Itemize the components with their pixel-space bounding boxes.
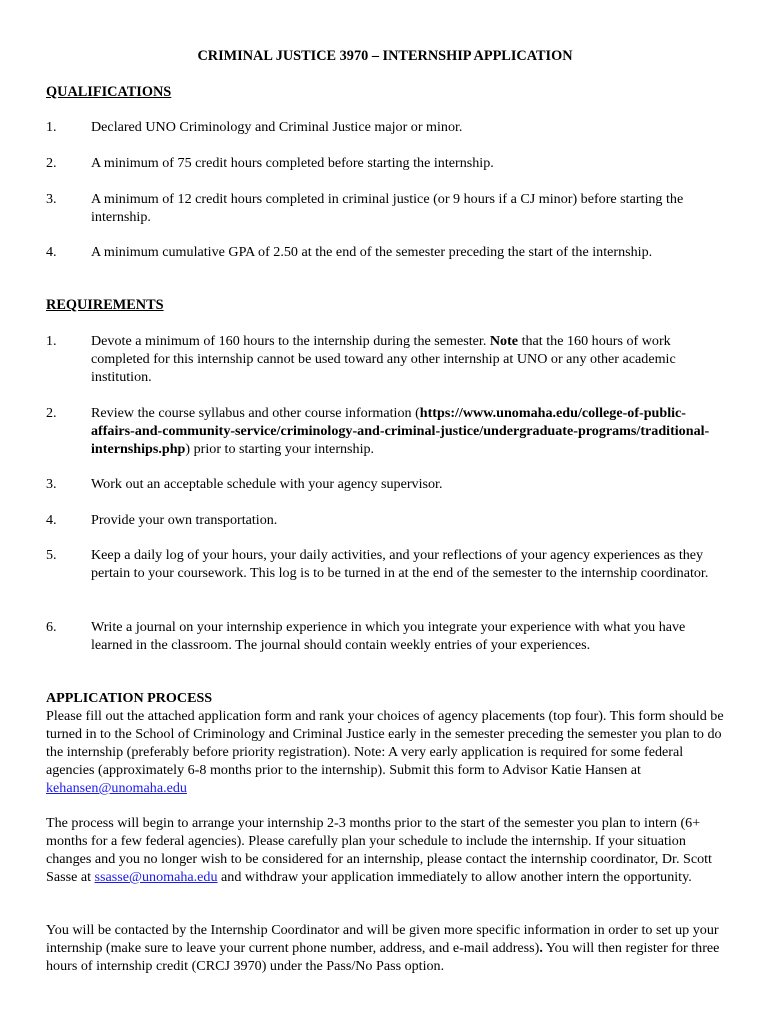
application-paragraph-2 xyxy=(46,814,726,886)
item-text: Provide your own transportation. xyxy=(91,512,278,528)
item-text: A minimum of 12 credit hours completed in criminal justice (or 9 hours if a CJ minor) before starting the internship. xyxy=(91,191,684,225)
coordinator-email-link[interactable]: ssasse@unomaha.edu xyxy=(94,869,218,885)
course-info-url: https://www.unomaha.edu/college-of-public-affairs-and-community-service/criminology-and-criminal-justice/undergraduate-programs/traditional-internships.php xyxy=(91,405,710,457)
item-number: 1. xyxy=(46,119,57,135)
requirements-heading: REQUIREMENTS xyxy=(46,297,164,313)
item-number: 6. xyxy=(46,619,57,635)
item-number: 5. xyxy=(46,547,57,563)
item-number: 3. xyxy=(46,191,57,207)
application-process-heading: APPLICATION PROCESS xyxy=(46,690,213,706)
item-number: 2. xyxy=(46,155,57,171)
item-text-pre: Review the course syllabus and other course information ( xyxy=(91,405,420,421)
item-number: 2. xyxy=(46,405,57,421)
page-title: CRIMINAL JUSTICE 3970 – INTERNSHIP APPLICATION xyxy=(197,48,573,64)
item-text-post: ) prior to starting your internship. xyxy=(185,441,375,457)
application-process-section xyxy=(46,689,726,797)
item-number: 1. xyxy=(46,333,57,349)
paragraph-text: Please fill out the attached application form and rank your choices of agency placements (top four). This form should be turned in to the School of Criminology and Criminal Justice early in the semester preceding the semester you plan to do the internship (preferably before priority registration). Note: A very early application is required for some federal agencies (approximately 6-8 months prior to the internship). Submit this form to Advisor Katie Hansen at xyxy=(46,708,724,778)
bold-period: . xyxy=(539,940,543,956)
item-text-post: that the 160 hours of work completed for this internship cannot be used toward any other internship at UNO or any other academic institution. xyxy=(91,333,676,385)
advisor-email-link[interactable]: kehansen@unomaha.edu xyxy=(46,780,187,796)
application-paragraph-1 xyxy=(46,707,726,797)
item-text-pre: Devote a minimum of 160 hours to the internship during the semester. xyxy=(91,333,490,349)
paragraph-text-post: You will then register for three hours of internship credit (CRCJ 3970) under the Pass/No Pass option. xyxy=(46,940,720,974)
item-text: Declared UNO Criminology and Criminal Justice major or minor. xyxy=(91,119,463,135)
item-text: A minimum of 75 credit hours completed before starting the internship. xyxy=(91,155,494,171)
item-text: Work out an acceptable schedule with your agency supervisor. xyxy=(91,476,443,492)
paragraph-text: The process will begin to arrange your internship 2-3 months prior to the start of the semester you plan to intern (6+ months for a few federal agencies). Please carefully plan your schedule to include the internship. If your situation changes and you no longer wish to be considered for an internship, please contact the internship coordinator, Dr. Scott Sasse at xyxy=(46,815,712,885)
item-text: Keep a daily log of your hours, your daily activities, and your reflections of your agency experiences as they pertain to your coursework. This log is to be turned in at the end of the semester to the internship coordinator. xyxy=(91,547,709,581)
application-paragraph-3 xyxy=(46,921,726,975)
item-text: Write a journal on your internship experience in which you integrate your experience with what you have learned in the classroom. The journal should contain weekly entries of your experiences. xyxy=(91,619,686,653)
paragraph-text-post: and withdraw your application immediately to allow another intern the opportunity. xyxy=(217,869,692,885)
item-number: 4. xyxy=(46,512,57,528)
qualifications-heading: QUALIFICATIONS xyxy=(46,84,172,100)
item-text xyxy=(91,332,721,386)
item-text: A minimum cumulative GPA of 2.50 at the end of the semester preceding the start of the internship. xyxy=(91,244,653,260)
paragraph-text: You will be contacted by the Internship Coordinator and will be given more specific information in order to set up your internship (make sure to leave your current phone number, address, and e-mail address) xyxy=(46,922,719,956)
item-number: 3. xyxy=(46,476,57,492)
item-number: 4. xyxy=(46,244,57,260)
note-label: Note xyxy=(489,333,519,349)
item-text xyxy=(91,404,721,458)
